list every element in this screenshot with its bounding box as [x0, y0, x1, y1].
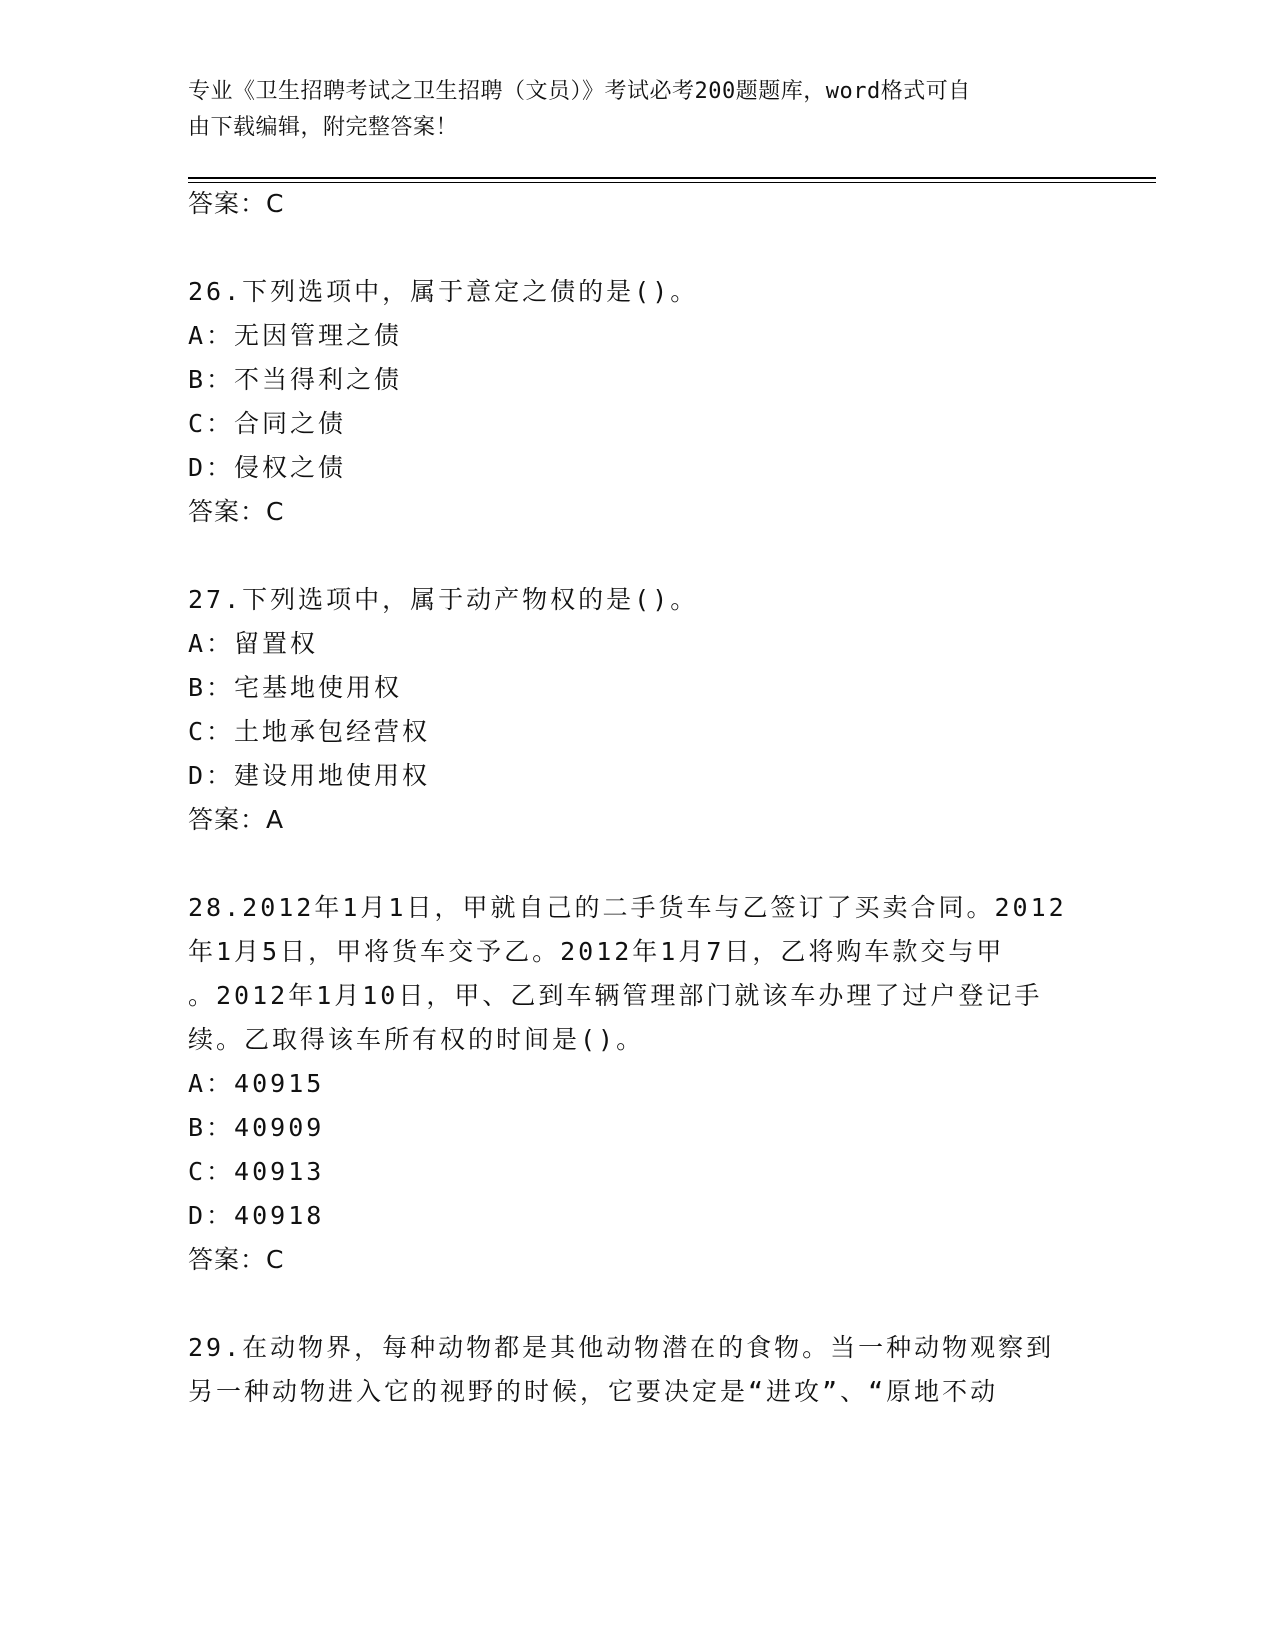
- q26-option-d: D：侵权之债: [188, 453, 347, 482]
- header-divider-thin: [188, 182, 1156, 183]
- header-line-2: 由下载编辑，附完整答案！: [188, 115, 459, 140]
- q27-stem: 27.下列选项中，属于动产物权的是()。: [188, 585, 699, 614]
- q28-option-c: C：40913: [188, 1157, 325, 1186]
- header-divider-thick: [188, 177, 1156, 179]
- q27-option-b: B：宅基地使用权: [188, 673, 403, 702]
- q28-option-d: D：40918: [188, 1201, 325, 1230]
- q26-option-b: B：不当得利之债: [188, 365, 403, 394]
- q28-stem-line-1: 28.2012年1月1日，甲就自己的二手货车与乙签订了买卖合同。2012: [188, 893, 1067, 922]
- q27-option-c: C：土地承包经营权: [188, 717, 431, 746]
- header-line-1: 专业《卫生招聘考试之卫生招聘（文员）》考试必考200题题库，word格式可自: [188, 79, 971, 104]
- q29-stem-line-2: 另一种动物进入它的视野的时候，它要决定是“进攻”、“原地不动: [188, 1377, 999, 1406]
- q27-answer: 答案：A: [188, 805, 285, 834]
- q26-answer: 答案：C: [188, 497, 285, 526]
- q27-option-a: A：留置权: [188, 629, 319, 658]
- q28-option-b: B：40909: [188, 1113, 325, 1142]
- q28-stem-line-3: 。2012年1月10日，甲、乙到车辆管理部门就该车办理了过户登记手: [188, 981, 1043, 1010]
- q26-option-c: C：合同之债: [188, 409, 347, 438]
- q27-option-d: D：建设用地使用权: [188, 761, 431, 790]
- q26-stem: 26.下列选项中，属于意定之债的是()。: [188, 277, 699, 306]
- answer-prev: 答案：C: [188, 189, 285, 218]
- q28-answer: 答案：C: [188, 1245, 285, 1274]
- q28-option-a: A：40915: [188, 1069, 325, 1098]
- q28-stem-line-4: 续。乙取得该车所有权的时间是()。: [188, 1025, 645, 1054]
- q26-option-a: A：无因管理之债: [188, 321, 403, 350]
- q28-stem-line-2: 年1月5日，甲将货车交予乙。2012年1月7日，乙将购车款交与甲: [188, 937, 1005, 966]
- q29-stem-line-1: 29.在动物界，每种动物都是其他动物潜在的食物。当一种动物观察到: [188, 1333, 1055, 1362]
- document-header: [188, 74, 1088, 146]
